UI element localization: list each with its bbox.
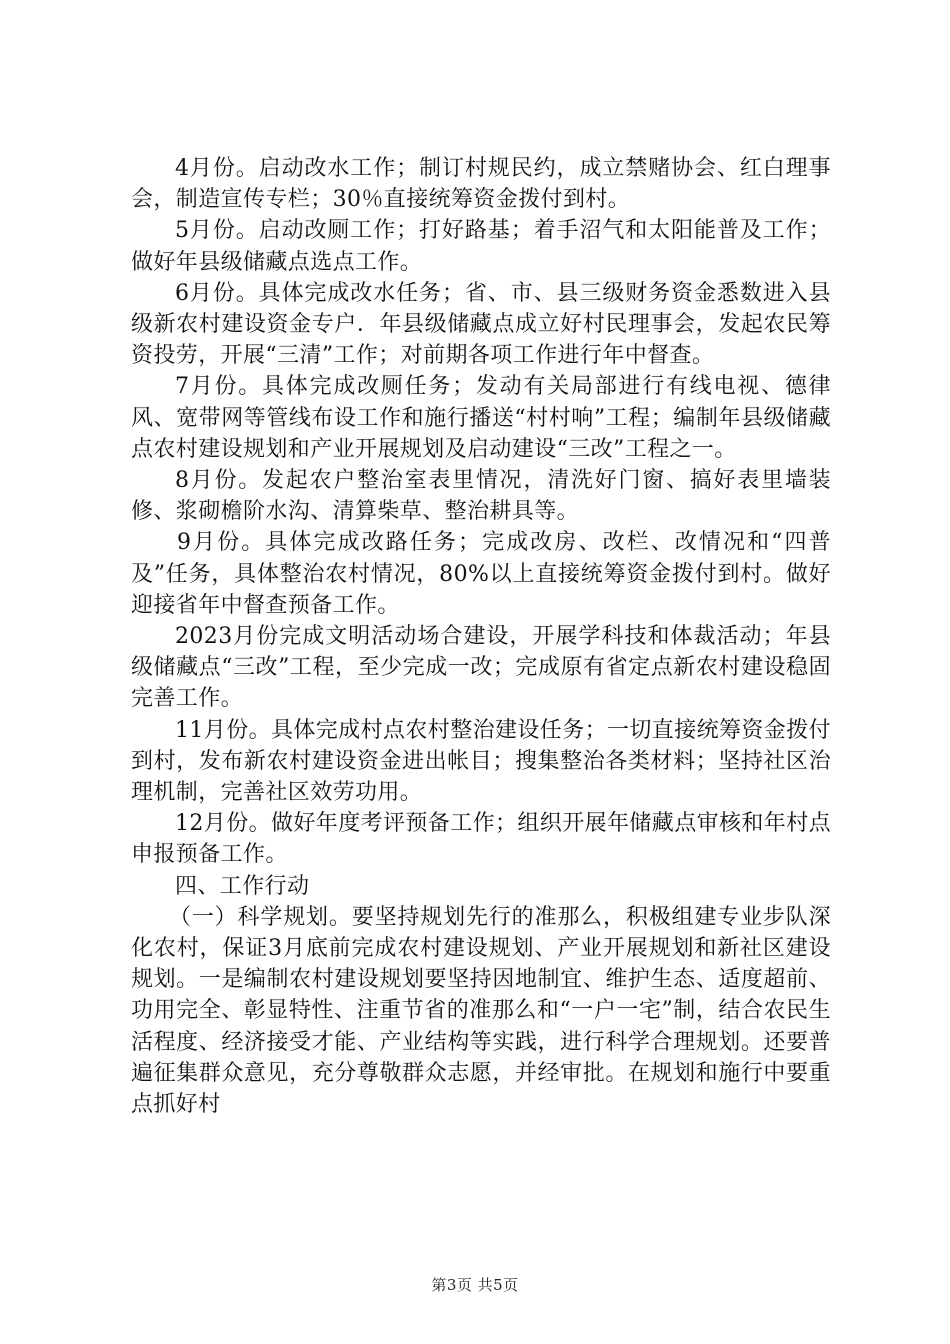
paragraph-december: 12月份。做好年度考评预备工作；组织开展年储藏点审核和年村点申报预备工作。	[131, 811, 831, 868]
page-footer: 第3页 共5页	[431, 1276, 519, 1294]
document-body	[131, 153, 831, 1120]
paragraph-scientific-planning: （一）科学规划。要坚持规划先行的准那么，积极组建专业步队深化农村，保证3月底前完成农村建设规划、产业开展规划和新社区建设规划。一是编制农村建设规划要坚持因地制宜、维护生态、适度超前、功用完全、彰显特性、注重节省的准那么和“一户一宅”制，结合农民生活程度、经济接受才能、产业结构等实践，进行科学合理规划。还要普遍征集群众意见，充分尊敬群众志愿，并经审批。在规划和施行中要重点抓好村	[131, 904, 831, 1118]
paragraph-august: 8月份。发起农户整治室表里情况，清洗好门窗、搞好表里墙装修、浆砌檐阶水沟、清算柴草、整治耕具等。	[131, 468, 831, 525]
paragraph-june: 6月份。具体完成改水任务；省、市、县三级财务资金悉数进入县级新农村建设资金专户．年县级储藏点成立好村民理事会，发起农民筹资投劳，开展“三清”工作；对前期各项工作进行年中督查。	[131, 280, 831, 369]
paragraph-november: 11月份。具体完成村点农村整治建设任务；一切直接统筹资金拨付到村，发布新农村建设资金进出帐目；搜集整治各类材料；坚持社区治理机制，完善社区效劳功用。	[131, 717, 831, 806]
paragraph-may: 5月份。启动改厕工作；打好路基；着手沼气和太阳能普及工作；做好年县级储藏点选点工作。	[131, 218, 831, 275]
paragraph-october: 2023月份完成文明活动场合建设，开展学科技和体裁活动；年县级储藏点“三改”工程，至少完成一改；完成原有省定点新农村建设稳固完善工作。	[131, 624, 831, 712]
section-heading-work-actions: 四、工作行动	[175, 873, 310, 899]
paragraph-april: 4月份。启动改水工作；制订村规民约，成立禁赌协会、红白理事会，制造宣传专栏；30％直接统筹资金拨付到村。	[131, 156, 831, 213]
paragraph-september: 9月份。具体完成改路任务；完成改房、改栏、改情况和“四普及”任务，具体整治农村情况，80%以上直接统筹资金拨付到村。做好迎接省年中督查预备工作。	[131, 530, 831, 618]
paragraph-july: 7月份。具体完成改厕任务；发动有关局部进行有线电视、德律风、宽带网等管线布设工作和施行播送“村村响”工程；编制年县级储藏点农村建设规划和产业开展规划及启动建设“三改”工程之一。	[131, 374, 831, 462]
